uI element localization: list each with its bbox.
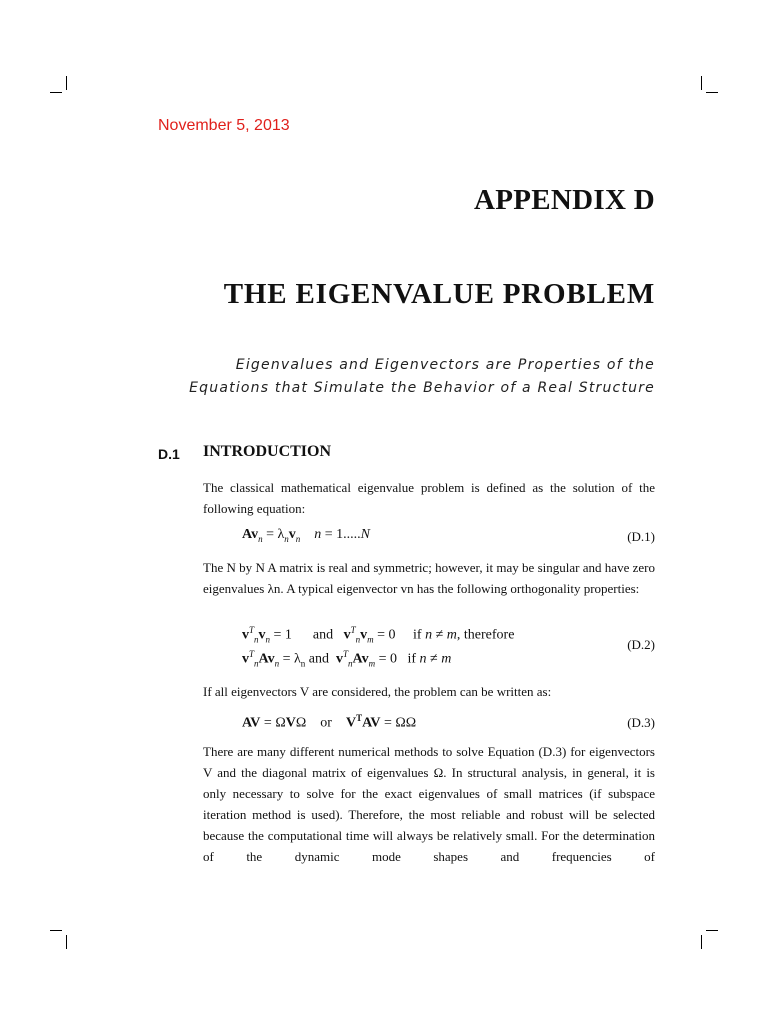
paragraph-4: There are many different numerical methods to solve Equation (D.3) for eigenvectors V and the diagonal matrix of eigenvalues Ω. In structural analysis, in general, it is only necessary to solve for the exact eigenvalues of small matrices (if subspace iteration method is used). Therefore, the most reliable and robust will be selected because the computational time will always be relatively small. For the determination of the dynamic mode shapes and frequencies of [203, 744, 655, 864]
epigraph-line-1: Eigenvalues and Eigenvectors are Properties of the [235, 357, 655, 373]
equation-number-d2: (D.2) [627, 637, 655, 652]
epigraph-line-2: Equations that Simulate the Behavior of a Real Structure [189, 380, 655, 396]
paragraph-2: The N by N A matrix is real and symmetric; however, it may be singular and have zero eigenvalues λn. A typical eigenvector vn has the following orthogonality properties: [203, 560, 655, 596]
crop-mark [66, 935, 67, 949]
equation-d3: AV = ΩVΩ or $V^TAV = \Omega\Omega$ [242, 713, 417, 731]
equation-d2-line-1: $v^T_nv_n = 1$ and $v^T_nv_m = 0$ if n ≠ m, therefore [242, 625, 515, 645]
equation-d2-line-2: $v^T_nAv_n = \lambda_n$ and $v^T_nAv_m = 0$ if n ≠ m [242, 649, 452, 669]
equation-d1: $Av_n = \lambda_nv_n$ n = 1.....N [242, 527, 371, 544]
equation-number-d3: (D.3) [627, 715, 655, 730]
chapter-epigraph [175, 354, 655, 400]
crop-mark [701, 935, 702, 949]
crop-mark [706, 930, 718, 931]
equation-number-d1: (D.1) [627, 529, 655, 544]
crop-mark [706, 92, 718, 93]
section-title: INTRODUCTION [203, 443, 332, 460]
crop-mark [66, 76, 67, 90]
crop-mark [50, 930, 62, 931]
crop-mark [701, 76, 702, 90]
section-number: D.1 [158, 446, 180, 462]
crop-mark [50, 92, 62, 93]
draft-date: November 5, 2013 [158, 117, 290, 134]
paragraph-1: The classical mathematical eigenvalue problem is defined as the solution of the following equation: [203, 480, 655, 516]
chapter-title: THE EIGENVALUE PROBLEM [223, 278, 655, 310]
paragraph-3: If all eigenvectors V are considered, the problem can be written as: [203, 684, 552, 699]
appendix-heading: APPENDIX D [473, 184, 655, 216]
